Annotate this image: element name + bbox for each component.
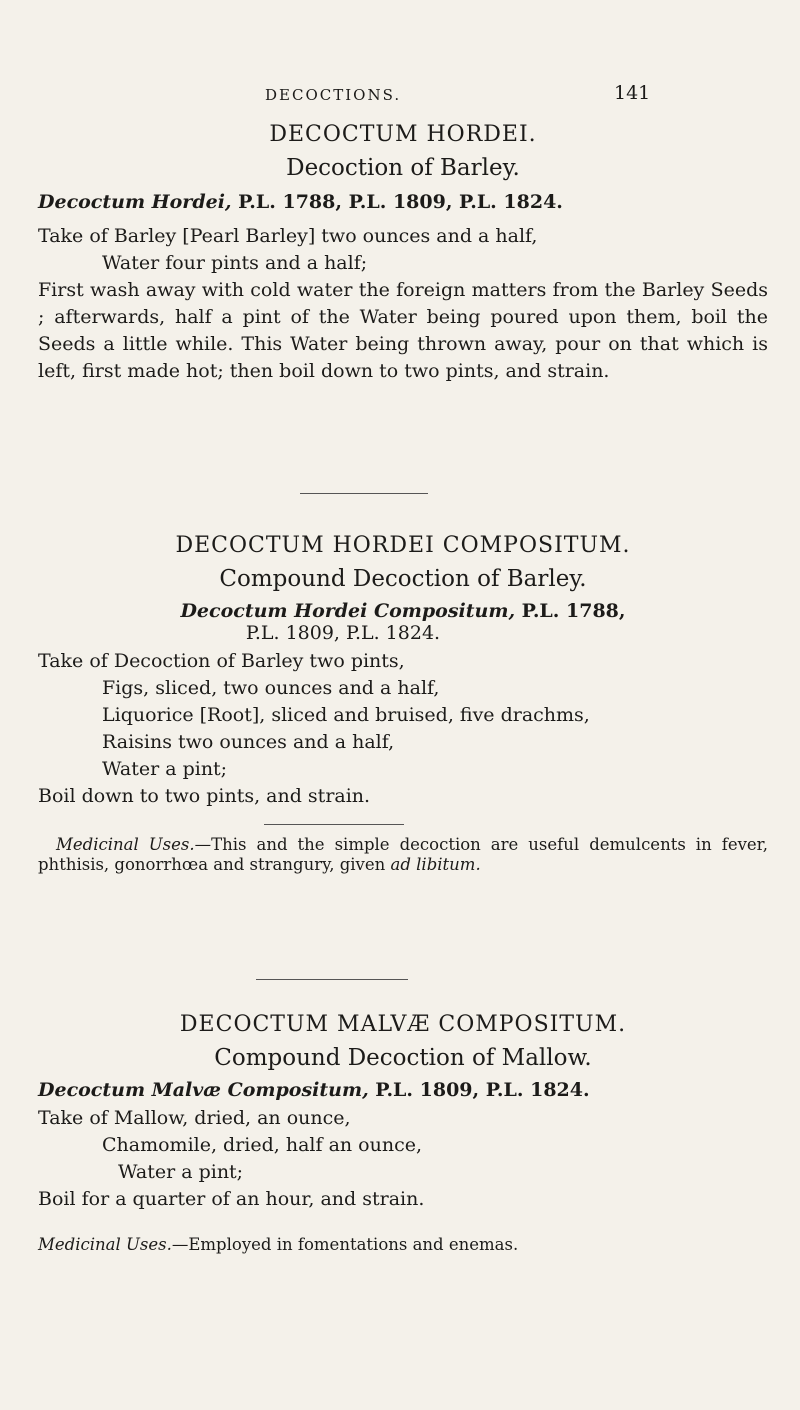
uses-label: Medicinal Uses. [56, 835, 195, 854]
reference-editions-continued: P.L. 1809, P.L. 1824. [245, 622, 441, 644]
ingredient: Liquorice [Root], sliced and bruised, five drachms, [102, 704, 590, 726]
page-header [0, 82, 800, 116]
uses-divider [264, 824, 404, 825]
directions: First wash away with cold water the foreign matters from the Barley Seeds ; afterwards, half a pint of the Water being poured upon them, boil the Seeds a little while. This Water being thrown away, pour on that which is left, first made hot; then boil down to two pints, and strain. [38, 279, 768, 382]
ingredient: Figs, sliced, two ounces and a half, [102, 677, 440, 699]
section-title-english: Decoction of Barley. [286, 155, 520, 181]
recipe-intro: Take of Decoction of Barley two pints, [38, 650, 405, 672]
directions: Boil for a quarter of an hour, and strain. [38, 1188, 425, 1210]
recipe [38, 223, 768, 385]
section-title-latin: DECOCTUM HORDEI. [269, 122, 537, 147]
reference-editions: P.L. 1788, [515, 600, 626, 622]
pharmacopoeia-reference [38, 191, 768, 213]
recipe-intro: Take of Mallow, dried, an ounce, [38, 1107, 351, 1129]
uses-text: —This and the simple decoction are useful demulcents in fever, phthisis, gonorrhœa and strangury, given [38, 835, 768, 874]
running-title: DECOCTIONS. [265, 86, 402, 104]
reference-latin-name: Decoctum Hordei Compositum, [180, 600, 516, 622]
recipe-line: Take of Barley [Pearl Barley] two ounces and a half, [38, 225, 538, 247]
section-title-latin: DECOCTUM MALVÆ COMPOSITUM. [179, 1012, 627, 1037]
ingredient: Raisins two ounces and a half, [102, 731, 395, 753]
pharmacopoeia-reference [38, 600, 768, 622]
section-decoctum-malvae-compositum [38, 1012, 768, 1255]
section-decoctum-hordei-compositum [38, 533, 768, 875]
medicinal-uses [38, 1235, 768, 1255]
section-decoctum-hordei [38, 122, 768, 385]
directions: Boil down to two pints, and strain. [38, 785, 371, 807]
ingredient: Chamomile, dried, half an ounce, [102, 1134, 423, 1156]
section-divider [256, 979, 408, 980]
section-title-english: Compound Decoction of Barley. [219, 566, 587, 592]
uses-label: Medicinal Uses. [38, 1235, 172, 1254]
reference-editions: P.L. 1809, P.L. 1824. [368, 1079, 590, 1101]
section-title-english: Compound Decoction of Mallow. [214, 1045, 592, 1071]
ingredient: Water a pint; [118, 1161, 244, 1183]
uses-text: —Employed in fomentations and enemas. [171, 1235, 519, 1254]
reference-latin-name: Decoctum Hordei, [38, 191, 232, 213]
section-title-latin: DECOCTUM HORDEI COMPOSITUM. [175, 533, 631, 558]
section-divider [300, 493, 428, 494]
reference-editions: P.L. 1788, P.L. 1809, P.L. 1824. [231, 191, 563, 213]
medicinal-uses [38, 835, 768, 875]
recipe [38, 1105, 768, 1213]
reference-latin-name: Decoctum Malvæ Compositum, [38, 1079, 369, 1101]
recipe [38, 648, 768, 810]
uses-tail: ad libitum. [390, 855, 481, 874]
recipe-line: Water four pints and a half; [102, 252, 368, 274]
ingredient: Water a pint; [102, 758, 228, 780]
pharmacopoeia-reference [38, 1079, 768, 1101]
page-number: 141 [614, 82, 651, 104]
